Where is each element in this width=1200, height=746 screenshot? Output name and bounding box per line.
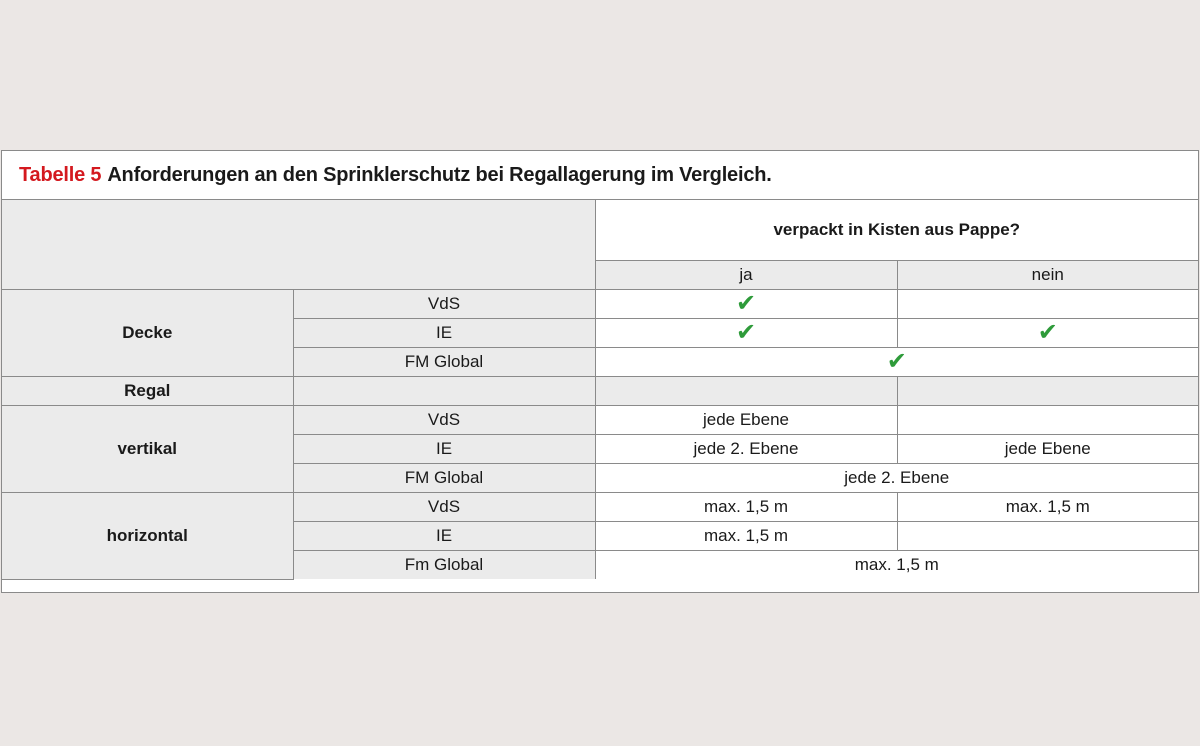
cell-nein xyxy=(897,521,1198,550)
cell-nein: jede Ebene xyxy=(897,434,1198,463)
table-number: Tabelle 5 xyxy=(19,163,102,186)
header-nein: nein xyxy=(897,260,1198,289)
header-question: verpackt in Kisten aus Pappe? xyxy=(595,200,1198,260)
standard-cell: IE xyxy=(293,318,595,347)
row-label-decke: Decke xyxy=(2,289,293,376)
cell-nein xyxy=(897,318,1198,347)
cell-ja xyxy=(595,289,897,318)
standard-cell: VdS xyxy=(293,289,595,318)
cell-both xyxy=(595,347,1198,376)
table-frame xyxy=(1,150,1199,593)
check-icon: ✔ xyxy=(735,289,757,317)
table-caption xyxy=(2,151,1198,200)
check-icon: ✔ xyxy=(886,347,907,375)
cell-ja: jede Ebene xyxy=(595,405,897,434)
standard-cell: Fm Global xyxy=(293,550,595,579)
row-label-vertikal: vertikal xyxy=(2,405,293,492)
cell-nein: max. 1,5 m xyxy=(897,492,1198,521)
cell-ja xyxy=(595,318,897,347)
standard-cell: VdS xyxy=(293,492,595,521)
check-icon: ✔ xyxy=(735,318,757,346)
cell-nein xyxy=(897,376,1198,405)
header-corner xyxy=(2,200,595,289)
header-ja: ja xyxy=(595,260,897,289)
standard-cell: IE xyxy=(293,521,595,550)
comparison-table xyxy=(2,200,1198,580)
cell-ja xyxy=(595,376,897,405)
row-label-horizontal: horizontal xyxy=(2,492,293,579)
cell-nein xyxy=(897,405,1198,434)
standard-cell: FM Global xyxy=(293,463,595,492)
standard-cell xyxy=(293,376,595,405)
standard-cell: IE xyxy=(293,434,595,463)
cell-ja: max. 1,5 m xyxy=(595,492,897,521)
check-icon: ✔ xyxy=(1037,318,1058,346)
row-label-regal: Regal xyxy=(2,376,293,405)
cell-nein xyxy=(897,289,1198,318)
standard-cell: FM Global xyxy=(293,347,595,376)
cell-both: max. 1,5 m xyxy=(595,550,1198,579)
cell-ja: jede 2. Ebene xyxy=(595,434,897,463)
cell-both: jede 2. Ebene xyxy=(595,463,1198,492)
table-title: Anforderungen an den Sprinklerschutz bei Regallagerung im Vergleich. xyxy=(107,163,772,186)
standard-cell: VdS xyxy=(293,405,595,434)
cell-ja: max. 1,5 m xyxy=(595,521,897,550)
